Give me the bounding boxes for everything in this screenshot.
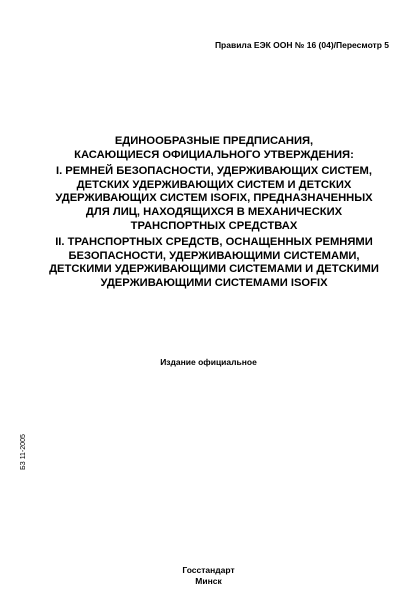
title-line: ЕДИНООБРАЗНЫЕ ПРЕДПИСАНИЯ, [114, 135, 314, 147]
publisher-name: Госстандарт [182, 565, 235, 575]
title-line: I. РЕМНЕЙ БЕЗОПАСНОСТИ, УДЕРЖИВАЮЩИХ СИСТЕМ, [55, 165, 372, 178]
title-line: УДЕРЖИВАЮЩИМИ СИСТЕМАМИ ISOFIX [100, 276, 328, 289]
title-line: II. ТРАНСПОРТНЫХ СРЕДСТВ, ОСНАЩЕННЫХ РЕМНЯМИ [55, 236, 373, 249]
publisher-city: Минск [195, 576, 222, 586]
title-line: ДЕТСКИМИ УДЕРЖИВАЮЩИМИ СИСТЕМАМИ И ДЕТСКИМИ [49, 263, 379, 276]
document-title [44, 135, 384, 291]
title-line: КАСАЮЩИЕСЯ ОФИЦИАЛЬНОГО УТВЕРЖДЕНИЯ: [74, 148, 354, 161]
title-line: ДЕТСКИХ УДЕРЖИВАЮЩИХ СИСТЕМ И ДЕТСКИХ [76, 178, 352, 191]
title-line: БЕЗОПАСНОСТИ, УДЕРЖИВАЮЩИМИ СИСТЕМАМИ, [68, 249, 360, 262]
title-line: УДЕРЖИВАЮЩИХ СИСТЕМ ISOFIX, ПРЕДНАЗНАЧЕННЫХ [55, 192, 373, 205]
publisher-block [0, 565, 417, 587]
title-line: ДЛЯ ЛИЦ, НАХОДЯЩИХСЯ В МЕХАНИЧЕСКИХ [85, 205, 343, 218]
title-line: ТРАНСПОРТНЫХ СРЕДСТВАХ [130, 219, 298, 232]
side-code: БЗ 11-2005 [20, 434, 27, 470]
edition-label: Издание официальное [160, 357, 257, 367]
regulation-reference: Правила ЕЭК ООН № 16 (04)/Пересмотр 5 [214, 40, 389, 50]
